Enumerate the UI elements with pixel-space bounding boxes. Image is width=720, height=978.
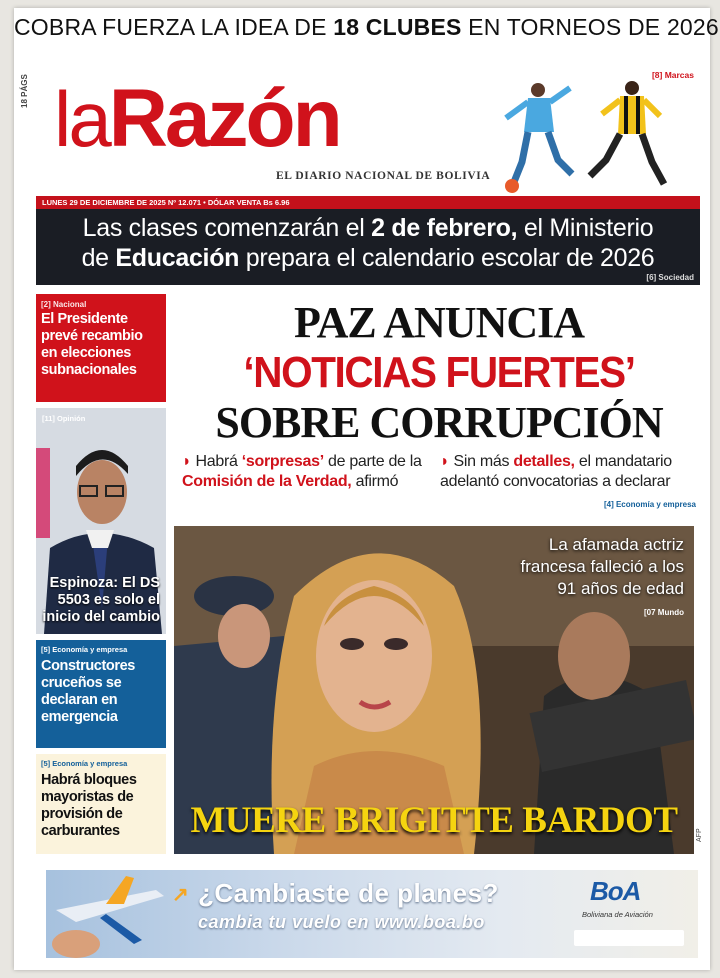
- newspaper-logo[interactable]: [54, 73, 340, 164]
- main-headline-line1: PAZ ANUNCIA: [293, 298, 585, 347]
- bullet-text: de parte de la: [323, 453, 422, 470]
- top-banner-pre: COBRA FUERZA LA IDEA DE: [14, 14, 334, 40]
- bullet-text: el mandatario adelantó convocatorias a declarar: [440, 453, 672, 490]
- main-story-bullet: [440, 452, 698, 492]
- education-headline-box[interactable]: [36, 209, 700, 285]
- boa-advertisement[interactable]: [46, 870, 698, 958]
- side-story-text: El Presidente prevé recambio en elecciones subnacionales: [41, 311, 143, 378]
- tagline: EL DIARIO NACIONAL DE BOLIVIA: [276, 170, 491, 182]
- bullet-text: afirmó: [351, 473, 399, 490]
- logo-razon: Razón: [108, 73, 340, 164]
- photo-credit: AFP: [696, 828, 703, 842]
- side-story-section: [5] Economía y empresa: [41, 759, 128, 768]
- bardot-headline: MUERE BRIGITTE BARDOT: [190, 800, 678, 841]
- football-players-photo[interactable]: [494, 70, 680, 198]
- headline-line2-post: prepara el calendario escolar de 2026: [239, 244, 655, 272]
- main-story-bullet: [182, 452, 432, 492]
- boa-subtitle: Boliviana de Aviación: [582, 910, 653, 919]
- ad-url-text[interactable]: cambia tu vuelo en www.boa.bo: [198, 912, 485, 932]
- main-story-bullets: [178, 452, 700, 496]
- bullet-highlight: Comisión de la Verdad,: [182, 473, 352, 490]
- ad-question: ¿Cambiaste de planes?: [198, 878, 499, 908]
- date-bar: LUNES 29 DE DICIEMBRE DE 2025 Nº 12.071 • DÓLAR VENTA Bs 6.96: [36, 196, 700, 209]
- main-headline-line2: ‘NOTICIAS FUERTES’: [243, 348, 635, 397]
- headline-line2-pre: de: [81, 244, 116, 272]
- side-story-section: [2] Nacional: [41, 300, 87, 309]
- side-story-espinoza[interactable]: [36, 408, 166, 634]
- arrow-icon: ↗: [172, 884, 189, 906]
- top-banner-bold: 18 CLUBES: [333, 14, 462, 40]
- side-story-constructors[interactable]: [36, 640, 166, 748]
- airplane-illustration: [46, 870, 176, 958]
- side-story-section: [11] Opinión: [42, 414, 86, 423]
- headline-line2-bold: Educación: [115, 244, 240, 272]
- logo-la: la: [54, 75, 109, 163]
- side-story-fuel[interactable]: [36, 754, 166, 854]
- top-banner[interactable]: [14, 14, 719, 41]
- main-story-section-tag[interactable]: [4] Economía y empresa: [603, 500, 696, 509]
- top-banner-post: EN TORNEOS DE 2026: [461, 14, 719, 40]
- sponsor-logos: [574, 930, 684, 946]
- bardot-photo-story[interactable]: [174, 526, 694, 854]
- bardot-caption: La afamada actriz francesa falleció a los 91 años de edad: [520, 535, 684, 598]
- front-page: [14, 8, 719, 970]
- main-headline[interactable]: [178, 298, 700, 448]
- education-headline: [36, 213, 700, 273]
- bullet-text: Sin más: [453, 453, 514, 470]
- side-story-text: Espinoza: El DS 5503 es solo el inicio del cambio: [42, 575, 160, 625]
- education-section-tag: [6] Sociedad: [646, 273, 694, 282]
- side-story-section: [5] Economía y empresa: [41, 645, 128, 654]
- bullet-highlight: detalles,: [513, 453, 575, 470]
- bullet-marker-icon: ◗: [182, 453, 196, 470]
- main-headline-line3: SOBRE CORRUPCIÓN: [215, 398, 663, 447]
- sports-section-tag[interactable]: [8] Marcas: [651, 70, 694, 80]
- side-story-president[interactable]: [36, 294, 166, 402]
- headline-line1-post: el Ministerio: [517, 214, 654, 242]
- side-story-text: Constructores cruceños se declaran en emergencia: [41, 658, 135, 725]
- bullet-highlight: ‘sorpresas’: [241, 453, 324, 470]
- bullet-text: Habrá: [195, 453, 242, 470]
- boa-logo[interactable]: BoA: [590, 876, 641, 906]
- pages-count: 18 PÁGS: [20, 74, 29, 108]
- bardot-section-tag: [07 Mundo: [644, 608, 684, 617]
- headline-line1-bold: 2 de febrero,: [371, 214, 518, 242]
- bullet-marker-icon: ◗: [440, 453, 454, 470]
- headline-line1-pre: Las clases comenzarán el: [82, 214, 372, 242]
- masthead: [36, 60, 700, 204]
- side-story-text: Habrá bloques mayoristas de provisión de carburantes: [41, 772, 137, 839]
